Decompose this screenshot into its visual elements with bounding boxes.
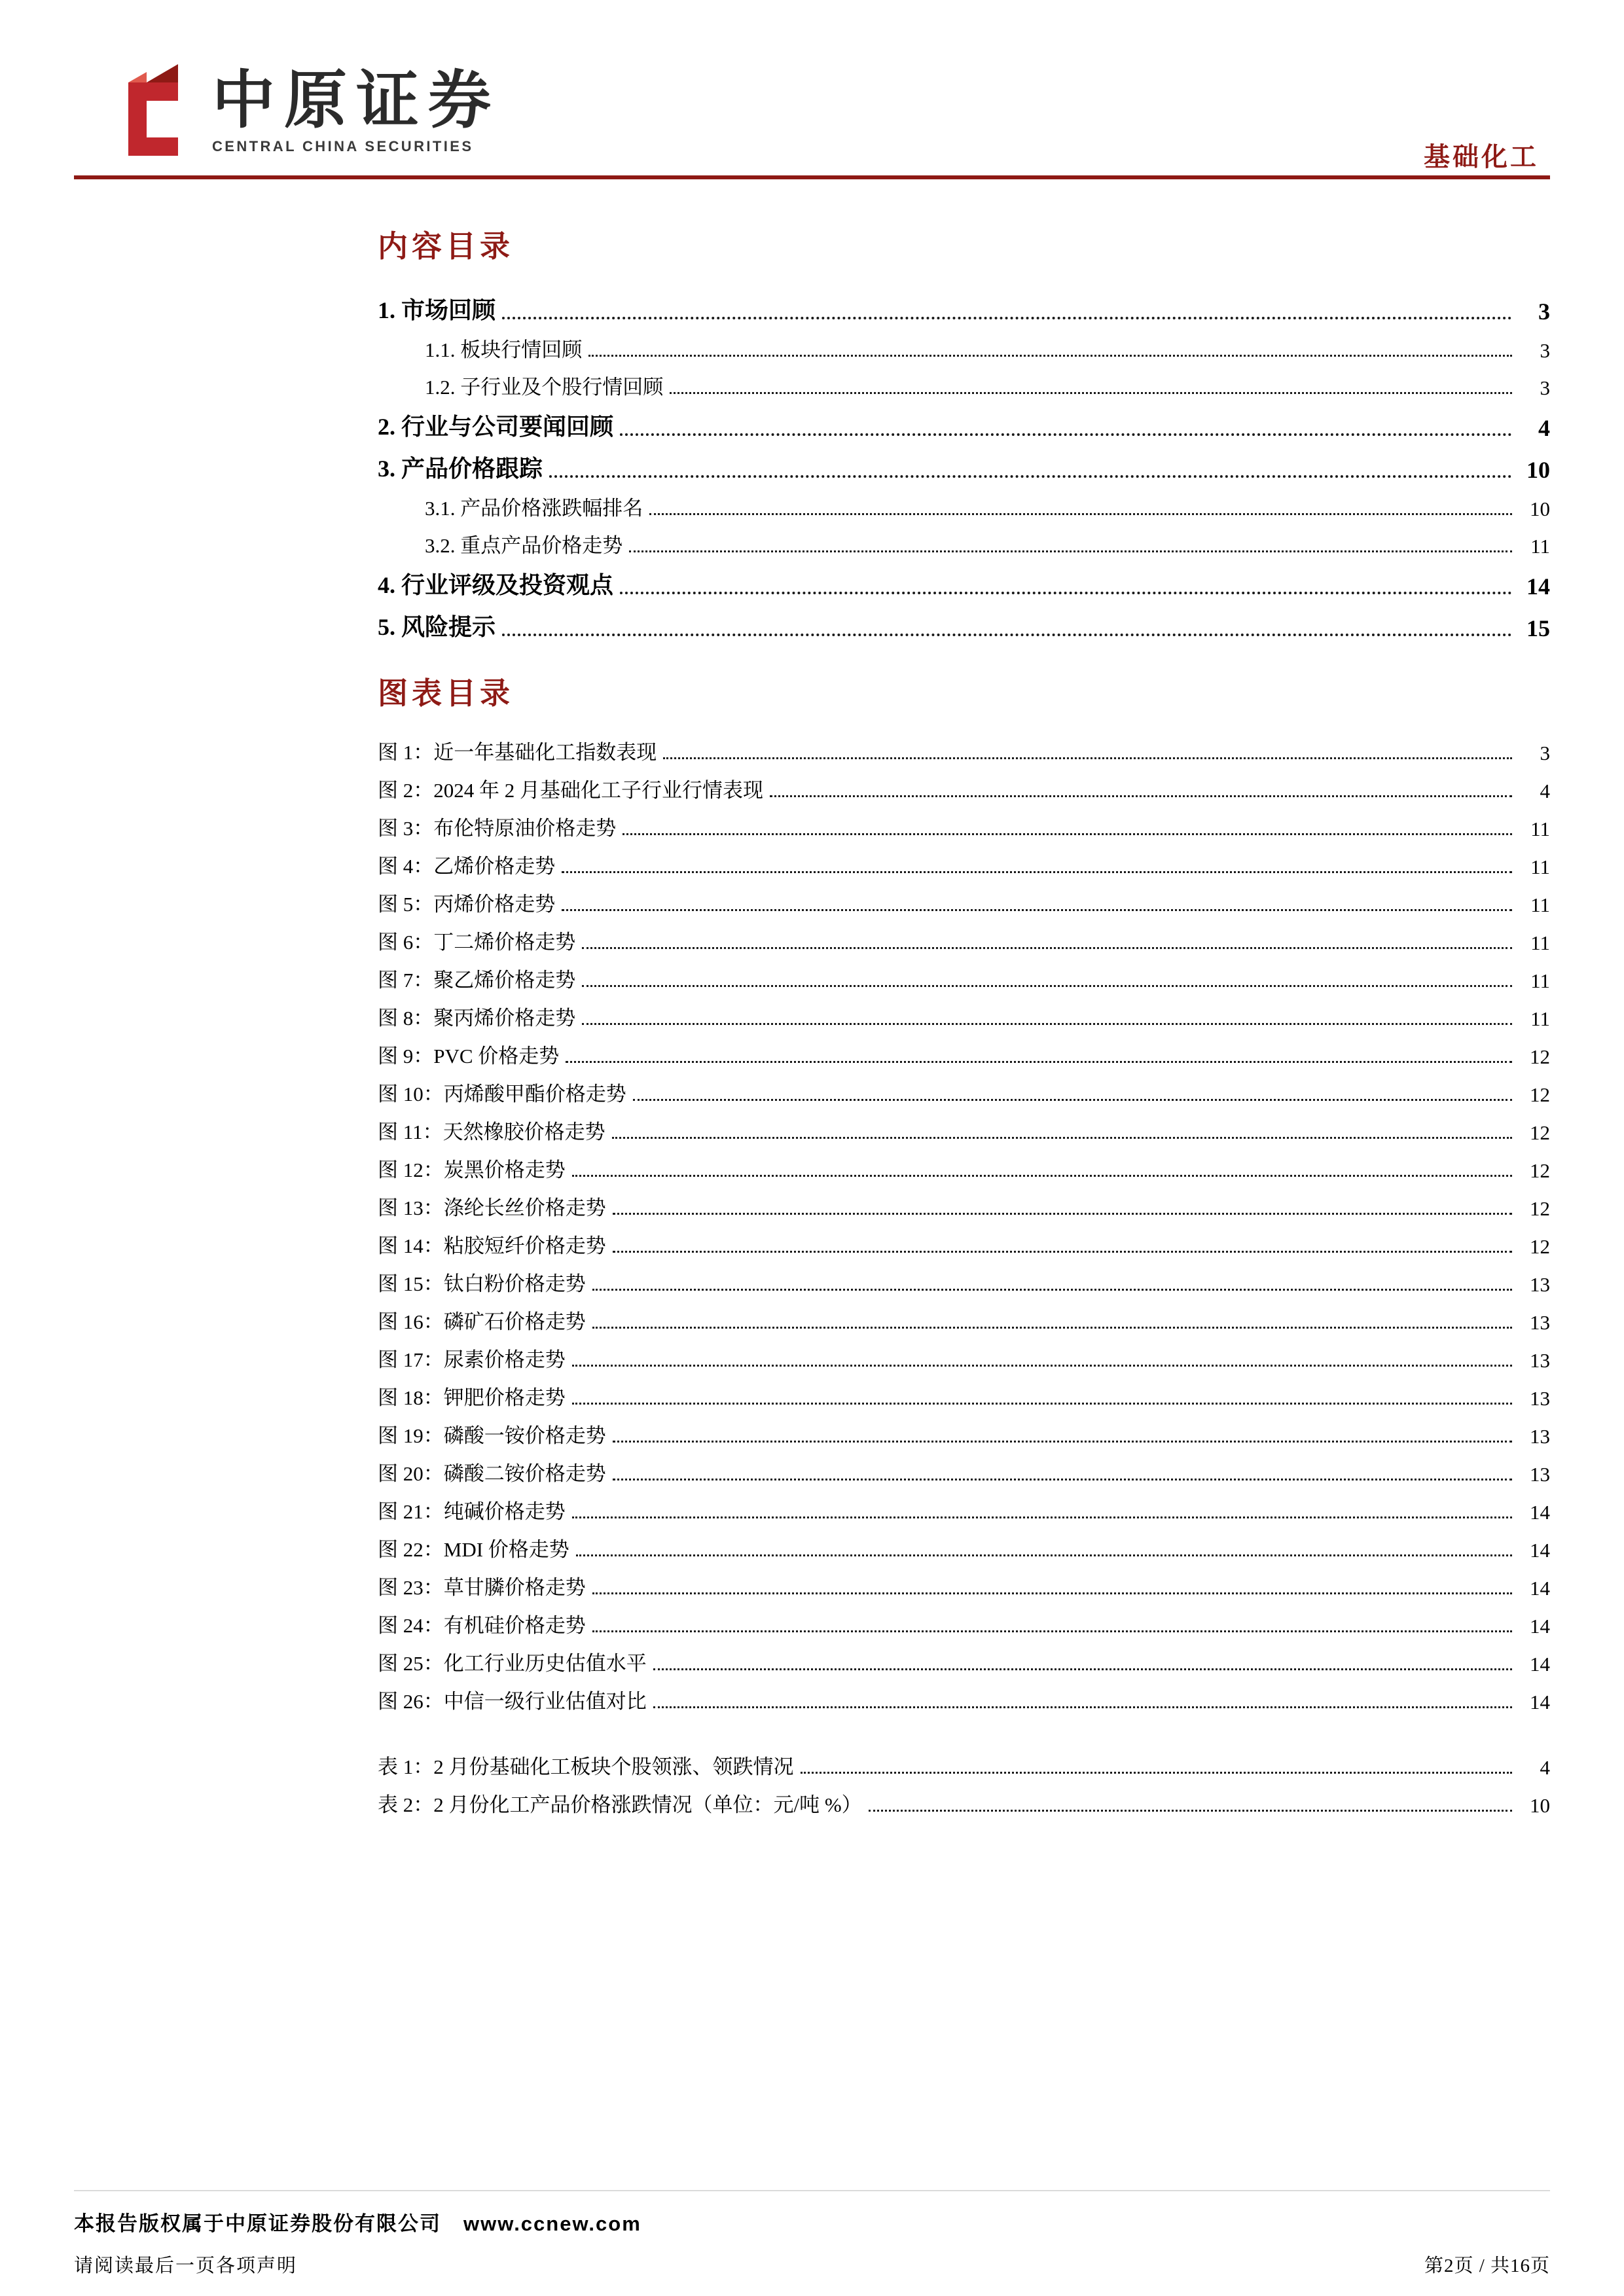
figure-entry[interactable] (378, 955, 1550, 993)
dot-leader (572, 1516, 1512, 1518)
footer-website-link[interactable]: www.ccnew.com (463, 2212, 641, 2235)
figure-entry-label: 图 6：丁二烯价格走势 (378, 931, 576, 954)
dot-leader (592, 1289, 1512, 1291)
figure-entry-label: 图 14：粘胶短纤价格走势 (378, 1234, 606, 1258)
toc-section-title: 内容目录 (378, 230, 514, 263)
toc-entry-page: 3 (1538, 298, 1550, 325)
toc-entry[interactable] (378, 400, 1550, 442)
toc-entry-label: 5. 风险提示 (378, 613, 496, 640)
dot-leader (670, 392, 1512, 394)
figure-entry-page: 14 (1530, 1615, 1550, 1638)
figure-entry-page: 4 (1540, 780, 1550, 803)
toc-entry-page: 14 (1526, 573, 1550, 600)
company-logo (115, 60, 500, 164)
dot-leader (592, 1630, 1512, 1632)
figure-entry[interactable] (378, 1145, 1550, 1183)
figure-entry-page: 13 (1530, 1463, 1550, 1486)
dot-leader (582, 947, 1512, 949)
toc-entry[interactable] (378, 442, 1550, 484)
figure-entry[interactable] (378, 1259, 1550, 1297)
toc-content (378, 230, 1550, 1818)
figure-entry[interactable] (378, 1448, 1550, 1486)
dot-leader (572, 1365, 1512, 1367)
figure-entry-page: 3 (1540, 742, 1550, 765)
figure-entry[interactable] (378, 1562, 1550, 1600)
dot-leader (502, 634, 1512, 636)
figure-entry-label: 图 18：钾肥价格走势 (378, 1386, 566, 1410)
toc-entry-label: 3.1. 产品价格涨跌幅排名 (425, 496, 643, 520)
figure-entry-label: 图 24：有机硅价格走势 (378, 1614, 586, 1638)
figure-entry-label: 图 7：聚乙烯价格走势 (378, 969, 576, 992)
dot-leader (549, 475, 1512, 478)
figure-entry-page: 13 (1530, 1349, 1550, 1372)
table-entry[interactable] (378, 1780, 1550, 1818)
dot-leader (663, 757, 1512, 759)
toc-entry[interactable] (378, 283, 1550, 325)
dot-leader (801, 1772, 1513, 1774)
figure-entry-page: 11 (1530, 931, 1550, 955)
figure-entry[interactable] (378, 1600, 1550, 1638)
figure-entry-label: 图 1：近一年基础化工指数表现 (378, 741, 657, 764)
figure-entry[interactable] (378, 1524, 1550, 1562)
figure-entry-label: 图 26：中信一级行业估值对比 (378, 1690, 647, 1713)
toc-entry-page: 3 (1540, 338, 1550, 362)
figure-entry-page: 12 (1530, 1045, 1550, 1069)
figure-entry-label: 图 21：纯碱价格走势 (378, 1500, 566, 1524)
figure-entry-page: 11 (1530, 893, 1550, 917)
dot-leader (612, 1137, 1512, 1139)
page-number-indicator: 第2页 / 共16页 (1424, 2255, 1550, 2276)
company-name-en: CENTRAL CHINA SECURITIES (212, 137, 474, 154)
figure-entry[interactable] (378, 1638, 1550, 1676)
figure-entry-label: 图 25：化工行业历史估值水平 (378, 1652, 647, 1676)
figure-entry-label: 图 5：丙烯价格走势 (378, 893, 556, 916)
dot-leader (572, 1175, 1512, 1177)
dot-leader (620, 433, 1512, 436)
figure-entry-page: 13 (1530, 1387, 1550, 1410)
figure-entry[interactable] (378, 917, 1550, 955)
dot-leader (653, 1706, 1512, 1708)
figure-entry-page: 14 (1530, 1691, 1550, 1714)
figure-entry-label: 图 11：天然橡胶价格走势 (378, 1121, 605, 1144)
footer-left (74, 2207, 641, 2278)
figure-entry[interactable] (378, 1335, 1550, 1372)
toc-entry-page: 10 (1530, 497, 1550, 520)
toc-entry-page: 11 (1530, 534, 1550, 558)
figure-entry-label: 图 17：尿素价格走势 (378, 1348, 566, 1372)
toc-entry-label: 2. 行业与公司要闻回顾 (378, 413, 614, 440)
figure-entry-label: 图 8：聚丙烯价格走势 (378, 1007, 576, 1030)
figure-entry[interactable] (378, 727, 1550, 765)
company-logo-icon (115, 60, 198, 164)
figure-entry-label: 图 9：PVC 价格走势 (378, 1045, 560, 1068)
figure-entry[interactable] (378, 1069, 1550, 1107)
toc-entry-label: 3. 产品价格跟踪 (378, 455, 543, 482)
table-entry-page: 10 (1530, 1794, 1550, 1818)
toc-entry[interactable] (378, 600, 1550, 642)
figure-entry-page: 12 (1530, 1121, 1550, 1145)
dot-leader (572, 1403, 1512, 1405)
toc-entry-label: 1. 市场回顾 (378, 296, 496, 323)
toc-entry-page: 4 (1538, 414, 1550, 441)
figure-entry-page: 12 (1530, 1197, 1550, 1221)
dot-leader (623, 833, 1512, 835)
figure-entry-label: 图 22：MDI 价格走势 (378, 1538, 569, 1562)
dot-leader (869, 1810, 1512, 1812)
figure-entry-label: 图 13：涤纶长丝价格走势 (378, 1196, 606, 1220)
table-entry-page: 4 (1540, 1756, 1550, 1780)
table-entry-label: 表 2：2 月份化工产品价格涨跌情况（单位：元/吨 %） (378, 1793, 862, 1817)
dot-leader (633, 1099, 1512, 1101)
toc-entry-page: 10 (1526, 456, 1550, 483)
table-entry[interactable] (378, 1742, 1550, 1780)
figure-entry-page: 12 (1530, 1083, 1550, 1107)
page-footer (74, 2190, 1550, 2278)
dot-leader (620, 592, 1512, 594)
figure-entry[interactable] (378, 803, 1550, 841)
toc-entry-label: 3.2. 重点产品价格走势 (425, 533, 623, 557)
toc-entry-label: 1.2. 子行业及个股行情回顾 (425, 375, 664, 399)
figure-entry[interactable] (378, 1676, 1550, 1714)
figure-entry-page: 13 (1530, 1273, 1550, 1297)
company-name-cn: 中原证券 (212, 65, 500, 136)
figure-entry[interactable] (378, 1486, 1550, 1524)
figure-entry[interactable] (378, 1183, 1550, 1221)
figure-entry-page: 14 (1530, 1539, 1550, 1562)
header-divider (74, 175, 1550, 179)
dot-leader (592, 1592, 1512, 1594)
footer-copyright (74, 2207, 641, 2236)
figure-entry-label: 图 4：乙烯价格走势 (378, 855, 556, 878)
figure-entry-page: 14 (1530, 1577, 1550, 1600)
figure-entry-page: 12 (1530, 1235, 1550, 1259)
figure-entry-label: 图 10：丙烯酸甲酯价格走势 (378, 1083, 626, 1106)
dot-leader (562, 909, 1512, 911)
dot-leader (576, 1554, 1512, 1556)
figure-entry-label: 图 15：钛白粉价格走势 (378, 1272, 586, 1296)
figures-section-title: 图表目录 (378, 676, 514, 710)
toc-entry[interactable] (378, 484, 1550, 521)
figure-entry-page: 12 (1530, 1159, 1550, 1183)
toc-entry[interactable] (378, 521, 1550, 558)
figure-entry-page: 11 (1530, 1007, 1550, 1031)
tables-list (378, 1742, 1550, 1818)
dot-leader (613, 1479, 1512, 1480)
figure-entry-label: 图 2：2024 年 2 月基础化工子行业行情表现 (378, 779, 763, 802)
dot-leader (582, 985, 1512, 987)
figure-entry[interactable] (378, 1221, 1550, 1259)
dot-leader (502, 317, 1512, 319)
industry-category-label: 基础化工 (1424, 142, 1539, 171)
dot-leader (592, 1327, 1512, 1329)
figure-entry-page: 11 (1530, 969, 1550, 993)
dot-leader (613, 1213, 1512, 1215)
figures-list (378, 727, 1550, 1714)
figure-entry[interactable] (378, 1410, 1550, 1448)
figure-entry-label: 图 20：磷酸二铵价格走势 (378, 1462, 606, 1486)
figure-entry-label: 图 12：炭黑价格走势 (378, 1158, 566, 1182)
toc-list (378, 283, 1550, 642)
figure-entry[interactable] (378, 1297, 1550, 1335)
dot-leader (613, 1251, 1512, 1253)
figure-entry-page: 11 (1530, 817, 1550, 841)
toc-entry[interactable] (378, 363, 1550, 400)
figure-entry[interactable] (378, 765, 1550, 803)
figure-entry[interactable] (378, 879, 1550, 917)
figure-entry[interactable] (378, 1107, 1550, 1145)
toc-entry-page: 3 (1540, 376, 1550, 399)
dot-leader (562, 871, 1512, 873)
footer-disclaimer: 请阅读最后一页各项声明 (74, 2255, 298, 2276)
dot-leader (629, 550, 1512, 552)
toc-entry[interactable] (378, 558, 1550, 600)
figure-entry[interactable] (378, 841, 1550, 879)
figure-entry-page: 14 (1530, 1653, 1550, 1676)
dot-leader (588, 355, 1512, 357)
figure-entry-page: 11 (1530, 855, 1550, 879)
figure-entry-label: 图 16：磷矿石价格走势 (378, 1310, 586, 1334)
company-logo-text (212, 65, 500, 155)
figure-entry-label: 图 3：布伦特原油价格走势 (378, 817, 617, 840)
dot-leader (653, 1668, 1512, 1670)
figure-entry-page: 13 (1530, 1425, 1550, 1448)
footer-copyright-text: 本报告版权属于中原证券股份有限公司 (74, 2212, 441, 2235)
dot-leader (566, 1061, 1512, 1063)
dot-leader (613, 1441, 1512, 1443)
dot-leader (582, 1023, 1512, 1025)
figure-entry[interactable] (378, 993, 1550, 1031)
table-entry-label: 表 1：2 月份基础化工板块个股领涨、领跌情况 (378, 1755, 794, 1779)
figure-entry-page: 13 (1530, 1311, 1550, 1335)
toc-entry-label: 4. 行业评级及投资观点 (378, 571, 614, 598)
figure-entry[interactable] (378, 1372, 1550, 1410)
figure-entry-page: 14 (1530, 1501, 1550, 1524)
dot-leader (770, 795, 1512, 797)
dot-leader (649, 513, 1512, 515)
toc-entry-label: 1.1. 板块行情回顾 (425, 338, 583, 361)
toc-entry[interactable] (378, 325, 1550, 363)
figure-entry[interactable] (378, 1031, 1550, 1069)
toc-entry-page: 15 (1526, 615, 1550, 641)
figure-entry-label: 图 23：草甘膦价格走势 (378, 1576, 586, 1600)
figure-entry-label: 图 19：磷酸一铵价格走势 (378, 1424, 606, 1448)
